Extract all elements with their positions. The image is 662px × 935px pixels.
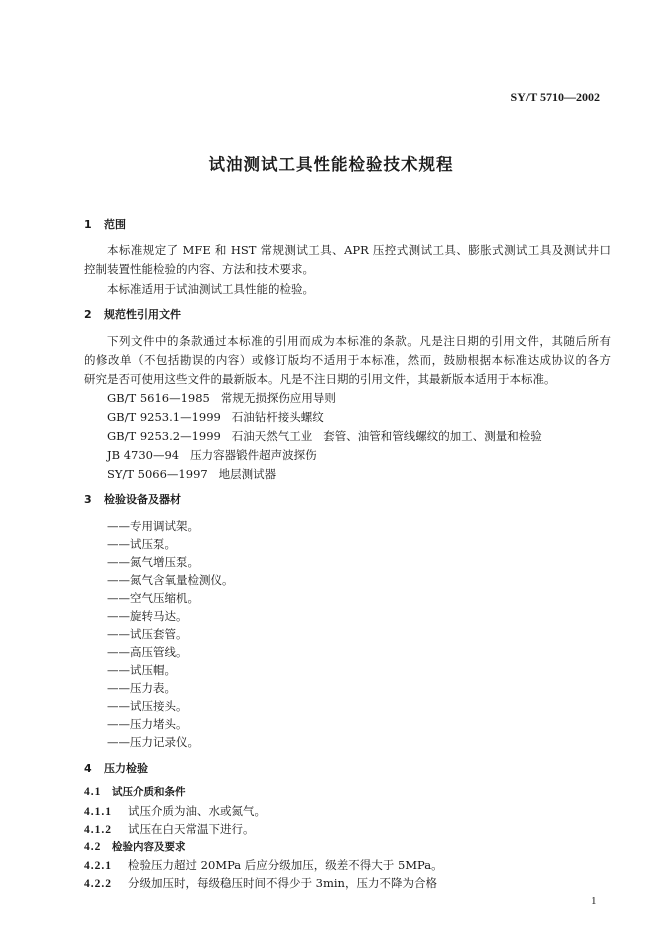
section-1-heading: [84, 216, 126, 232]
clause-text: 分级加压时，每级稳压时间不得少于 3min，压力不降为合格: [128, 876, 437, 890]
paragraph-line: 研究是否可使用这些文件的最新版本。凡是不注日期的引用文件，其最新版本适用于本标准。: [84, 372, 556, 386]
list-item: ——试压帽。: [107, 663, 176, 677]
reference-item: GB/T 5616—1985 常规无损探伤应用导则: [107, 391, 336, 405]
clause-4-1-1: [84, 803, 266, 819]
clause-4-2-1: [84, 857, 443, 873]
reference-item: JB 4730—94 压力容器锻件超声波探伤: [107, 448, 317, 462]
paragraph-line: 本标准规定了 MFE 和 HST 常规测试工具、APR 压控式测试工具、膨胀式测试工具及测试井口: [107, 243, 611, 257]
clause-number: 4.1: [84, 786, 102, 798]
list-item: ——压力表。: [107, 681, 176, 695]
clause-text: 试压介质为油、水或氮气。: [128, 804, 266, 818]
subsection-4-1: [84, 784, 186, 799]
section-title: 压力检验: [104, 762, 148, 775]
clause-number: 4.1.2: [84, 824, 112, 836]
reference-item: SY/T 5066—1997 地层测试器: [107, 467, 277, 481]
clause-number: 4.1.1: [84, 806, 112, 818]
section-number: 4: [84, 762, 92, 775]
clause-4-2-2: [84, 875, 437, 891]
clause-heading: 检验内容及要求: [112, 841, 186, 853]
list-item: ——专用调试架。: [107, 519, 199, 533]
page-title: 试油测试工具性能检验技术规程: [208, 155, 454, 174]
reference-item: GB/T 9253.2—1999 石油天然气工业 套管、油管和管线螺纹的加工、测量和检验: [107, 429, 542, 443]
list-item: ——高压管线。: [107, 645, 188, 659]
paragraph-line: 本标准适用于试油测试工具性能的检验。: [107, 282, 314, 296]
section-title: 规范性引用文件: [104, 308, 181, 321]
section-4-heading: [84, 760, 148, 776]
clause-number: 4.2.2: [84, 878, 112, 890]
section-number: 1: [84, 218, 92, 231]
list-item: ——试压接头。: [107, 699, 188, 713]
paragraph-line: 控制装置性能检验的内容、方法和技术要求。: [84, 262, 314, 276]
section-3-heading: [84, 491, 181, 507]
list-item: ——压力堵头。: [107, 717, 188, 731]
section-2-heading: [84, 306, 181, 322]
reference-item: GB/T 9253.1—1999 石油钻杆接头螺纹: [107, 410, 324, 424]
clause-text: 检验压力超过 20MPa 后应分级加压，级差不得大于 5MPa。: [128, 858, 443, 872]
paragraph-line: 的修改单（不包括勘误的内容）或修订版均不适用于本标准，然而，鼓励根据本标准达成协议的各方: [84, 353, 611, 367]
clause-4-1-2: [84, 821, 255, 837]
subsection-4-2: [84, 839, 186, 854]
list-item: ——空气压缩机。: [107, 591, 199, 605]
clause-text: 试压在白天常温下进行。: [128, 822, 255, 836]
standard-code: SY/T 5710—2002: [510, 90, 600, 104]
list-item: ——氮气增压泵。: [107, 555, 199, 569]
section-title: 范围: [104, 218, 126, 231]
list-item: ——压力记录仪。: [107, 735, 199, 749]
section-title: 检验设备及器材: [104, 493, 181, 506]
section-number: 2: [84, 308, 92, 321]
section-number: 3: [84, 493, 92, 506]
clause-heading: 试压介质和条件: [112, 786, 186, 798]
list-item: ——氮气含氧量检测仪。: [107, 573, 234, 587]
clause-number: 4.2: [84, 841, 102, 853]
list-item: ——试压套管。: [107, 627, 188, 641]
page-number: 1: [591, 895, 597, 907]
paragraph-line: 下列文件中的条款通过本标准的引用而成为本标准的条款。凡是注日期的引用文件，其随后所有: [107, 334, 611, 348]
clause-number: 4.2.1: [84, 860, 112, 872]
list-item: ——旋转马达。: [107, 609, 188, 623]
list-item: ——试压泵。: [107, 537, 176, 551]
